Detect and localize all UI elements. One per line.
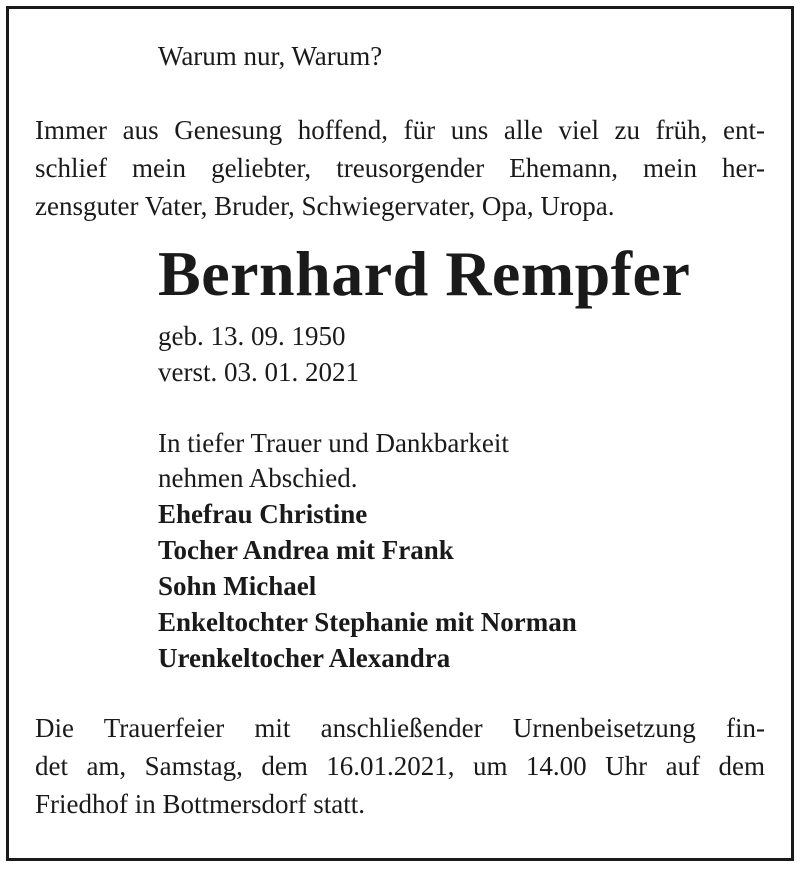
opening-line: Warum nur, Warum? <box>158 41 383 71</box>
farewell-line-2: nehmen Abschied. <box>158 463 358 493</box>
death-date: verst. 03. 01. 2021 <box>158 357 359 387</box>
ceremony-line-3: Friedhof in Bottmersdorf statt. <box>35 789 365 819</box>
mourner-daughter: Tocher Andrea mit Frank <box>158 535 454 565</box>
birth-date: geb. 13. 09. 1950 <box>158 321 346 351</box>
ceremony-line-2: det am, Samstag, dem 16.01.2021, um 14.00 Uhr auf dem <box>35 751 765 781</box>
intro-line-1: Immer aus Genesung hoffend, für uns alle viel zu früh, ent- <box>35 115 765 145</box>
ceremony-line-1: Die Trauerfeier mit anschließender Urnenbeisetzung fin- <box>35 713 765 743</box>
mourner-son: Sohn Michael <box>158 571 317 601</box>
mourner-great-granddaughter: Urenkeltocher Alexandra <box>158 643 451 673</box>
mourner-wife: Ehefrau Christine <box>158 499 368 529</box>
farewell-line-1: In tiefer Trauer und Dankbarkeit <box>158 428 509 458</box>
intro-line-3: zensguter Vater, Bruder, Schwiegervater, Opa, Uropa. <box>35 191 615 221</box>
mourner-granddaughter: Enkeltochter Stephanie mit Norman <box>158 607 577 637</box>
deceased-name: Bernhard Rempfer <box>158 238 691 309</box>
intro-line-2: schlief mein geliebter, treusorgender Ehemann, mein her- <box>35 153 765 183</box>
